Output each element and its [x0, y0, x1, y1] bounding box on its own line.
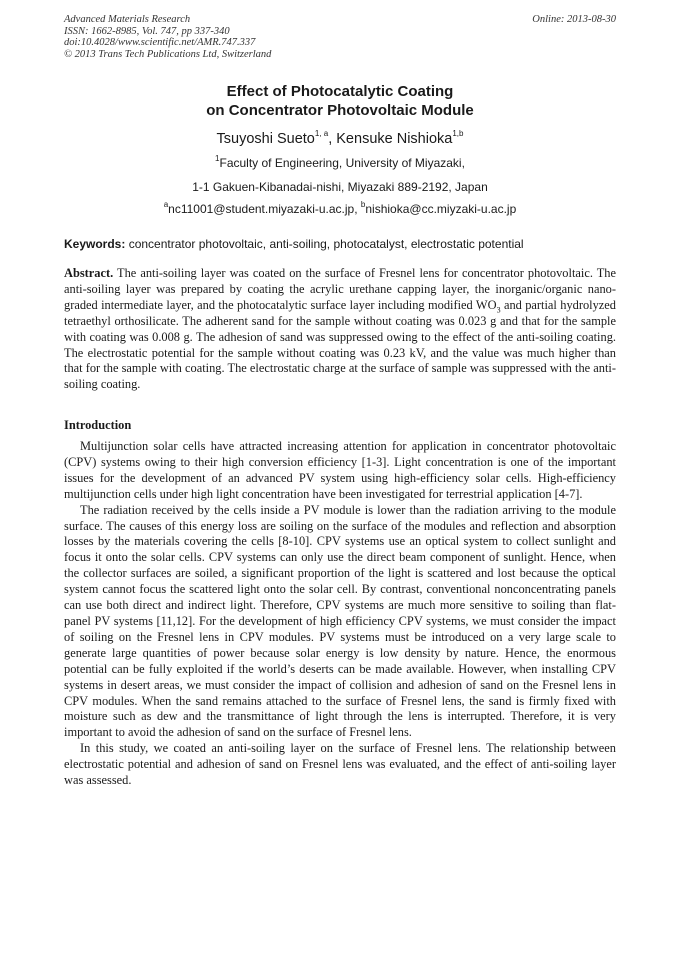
publication-header — [64, 14, 616, 60]
abstract-label: Abstract. — [64, 266, 114, 280]
introduction-body — [64, 439, 616, 789]
abstract — [64, 266, 616, 393]
paragraph: Multijunction solar cells have attracted increasing attention for application in concentrator photovoltaic (CPV) systems owing to their high conversion efficiency [1-3]. Light concentration is one of the important issues for the development of an advanced PV system using high-efficiency solar cells. High-efficiency multijunction cells under high light concentration have been investigated for terrestrial application [4-7]. — [64, 439, 616, 501]
issn-line: ISSN: 1662-8985, Vol. 747, pp 337-340 — [64, 25, 230, 37]
keywords — [64, 237, 624, 251]
author-separator: , — [328, 131, 337, 147]
affiliation-line-1 — [64, 156, 616, 170]
abstract-text: The anti-soiling layer was coated on the surface of Fresnel lens for concentrator photovoltaic. The anti-soiling layer was prepared by coating the acrylic urethane capping layer, the inorganic/organic nano-graded intermediate layer, and the photocatalytic surface layer including modified WO — [64, 266, 616, 312]
author-affiliation-mark: 1,b — [452, 129, 464, 139]
copyright-line: © 2013 Trans Tech Publications Ltd, Switzerland — [64, 48, 272, 60]
email-address: nc11001@student.miyazaki-u.ac.jp, — [168, 202, 361, 216]
author-name: Tsuyoshi Sueto — [216, 131, 315, 147]
affiliation-line-2: 1-1 Gakuen-Kibanadai-nishi, Miyazaki 889-2192, Japan — [192, 180, 488, 194]
title-line-2: on Concentrator Photovoltaic Module — [206, 102, 474, 119]
email-line — [64, 202, 616, 216]
abstract-text: and partial hydrolyzed tetraethyl orthosilicate. The adherent sand for the sample without coating was 0.023 g and that for the sample with coating was 0.008 g. The adhesion of sand was suppressed owing to the effect of the anti-soiling coating. The electrostatic potential for the sample without coating was 0.23 kV, and the value was much higher than that for the sample with coating. The electrostatic charge at the surface of sample was suppressed with the anti-soiling coating. — [64, 297, 616, 392]
email-mark: a — [163, 200, 169, 209]
email-mark: b — [360, 200, 366, 209]
affiliation-mark: 1 — [215, 154, 220, 163]
author-name: Kensuke Nishioka — [336, 131, 453, 147]
paragraph: The radiation received by the cells inside a PV module is lower than the radiation arriving to the module surface. The causes of this energy loss are soiling on the surface of the modules and reflection and absorption losses by the materials covering the cells [8-10]. CPV systems use an optical system to collect sunlight and focus it onto the solar cells. CPV systems can only use the direct beam component of sunlight. Hence, when the collector surfaces are soiled, a significant proportion of the light is scattered and lost because the optical system cannot focus the scattered light onto the solar cell. By contrast, conventional nonconcentrating panels can use both direct and indirect light. Therefore, CPV systems are much more sensitive to soiling than flat-panel PV systems [11,12]. For the development of high efficiency CPV systems, we must consider the impact of soiling on the Fresnel lens in CPV modules. PV systems must be introduced on a very large scale to generate large quantities of power because solar energy is low density by nature. Hence, the enormous potential can be fully exploited if the world’s deserts can be made available. However, when installing CPV systems in desert areas, we must consider the impact of collision and adhesion of sand on the Fresnel lens in CPV modules. When the sand remains attached to the surface of Fresnel lens, the sand is firmly fixed with moisture such as dew and the transmittance of light through the lens is interrupted. Therefore, it is very important to avoid the adhesion of sand on the surface of Fresnel lens. — [64, 502, 616, 740]
affiliation-text: Faculty of Engineering, University of Miyazaki, — [219, 156, 465, 170]
online-date: Online: 2013-08-30 — [532, 14, 616, 25]
title-line-1: Effect of Photocatalytic Coating — [226, 83, 454, 100]
section-heading: Introduction — [64, 418, 132, 432]
paragraph: In this study, we coated an anti-soiling layer on the surface of Fresnel lens. The relationship between electrostatic potential and adhesion of sand on Fresnel lens was evaluated, and the effect of anti-soiling layer was assessed. — [64, 741, 616, 788]
author-list — [64, 130, 616, 148]
keywords-label: Keywords: — [64, 237, 126, 251]
paper-title — [64, 82, 616, 120]
email-address: nishioka@cc.miyzaki-u.ac.jp — [365, 202, 517, 216]
subscript: 3 — [496, 305, 501, 315]
author-affiliation-mark: 1, a — [314, 129, 329, 139]
journal-name: Advanced Materials Research — [64, 14, 191, 25]
doi-line: doi:10.4028/www.scientific.net/AMR.747.337 — [64, 37, 256, 49]
keywords-text: concentrator photovoltaic, anti-soiling, photocatalyst, electrostatic potential — [125, 237, 524, 251]
